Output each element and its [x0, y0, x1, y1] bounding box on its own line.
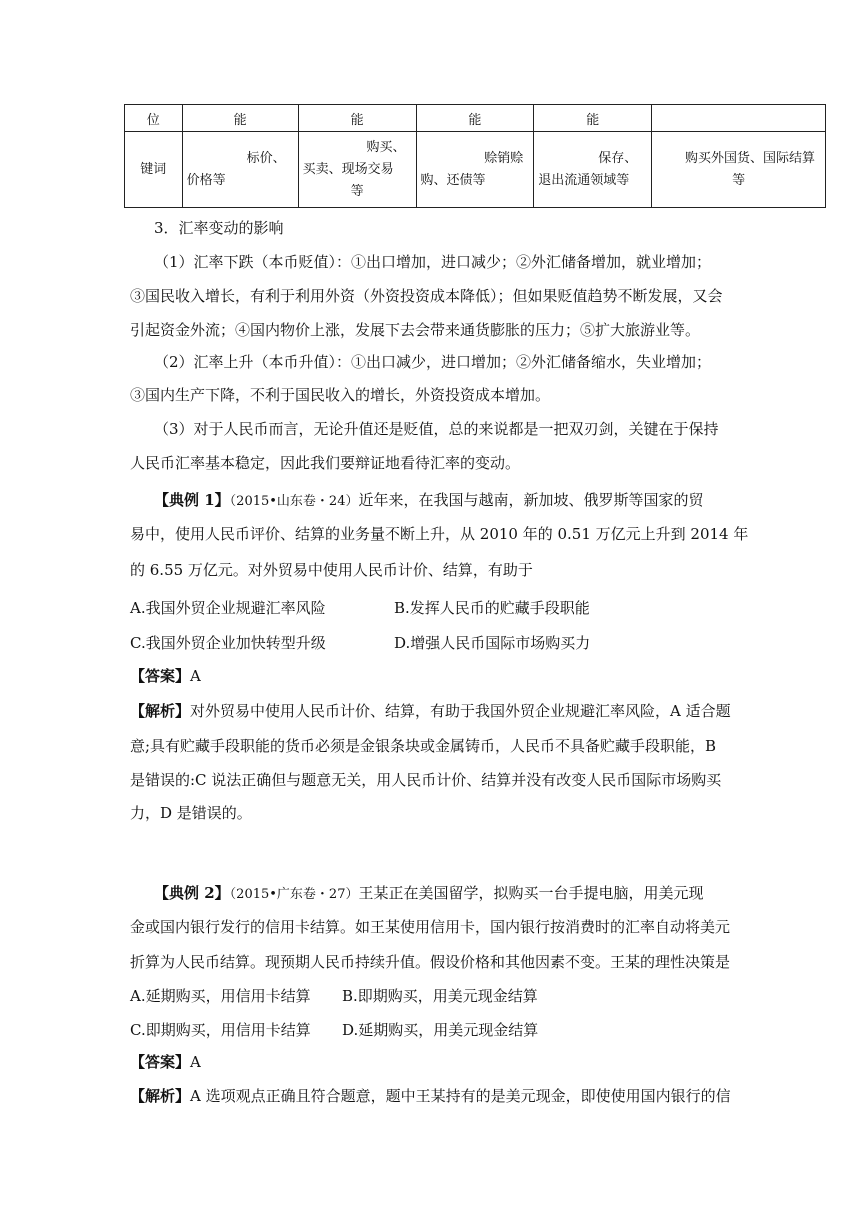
answer-label: 【答案】 — [130, 667, 191, 685]
answer-value: A — [190, 1053, 201, 1071]
cell-line: 购买外国货、国际结算 — [684, 150, 815, 166]
table-cell: 能 — [534, 105, 652, 132]
table-cell: 能 — [416, 105, 534, 132]
option-b: B.发挥人民币的贮藏手段职能 — [394, 599, 590, 617]
table-cell — [182, 132, 298, 208]
section-heading: 3．汇率变动的影响 — [154, 219, 284, 237]
table-cell — [652, 105, 826, 132]
paragraph-line: （3）对于人民币而言，无论升值还是贬值，总的来说都是一把双刃剑，关键在于保持 — [154, 420, 719, 438]
question-line: 折算为人民币结算。现预期人民币持续升值。假设价格和其他因素不变。王某的理性决策是 — [130, 953, 731, 971]
analysis-text: A 选项观点正确且符合题意，题中王某持有的是美元现金，即使使用国内银行的信 — [190, 1087, 731, 1105]
question-line: 金或国内银行发行的信用卡结算。如王某使用信用卡，国内银行按消费时的汇率自动将美元 — [130, 918, 731, 936]
example-source: （2015•山东卷・24） — [229, 494, 359, 509]
table-row — [125, 132, 826, 208]
table-cell-keyword: 键词 — [125, 132, 183, 208]
table-cell: 能 — [182, 105, 298, 132]
answer-label: 【答案】 — [130, 1053, 191, 1071]
cell-line: 退出流通领域等 — [538, 172, 630, 188]
option-a: A.延期购买，用信用卡结算 — [130, 987, 311, 1005]
analysis-label: 【解析】 — [130, 702, 191, 720]
option-d: D.增强人民币国际市场购买力 — [394, 634, 591, 652]
paragraph-line: （2）汇率上升（本币升值）：①出口减少，进口增加；②外汇储备缩水，失业增加； — [154, 353, 712, 371]
question-line: 易中，使用人民币评价、结算的业务量不断上升，从 2010 年的 0.51 万亿元上升到 2014 年 — [130, 525, 749, 543]
table-cell — [298, 132, 416, 208]
cell-line: 购买、 — [366, 139, 406, 155]
question-line: 王某正在美国留学，拟购买一台手提电脑，用美元现 — [358, 884, 704, 902]
option-b: B.即期购买，用美元现金结算 — [342, 987, 538, 1005]
option-c: C.即期购买，用信用卡结算 — [130, 1021, 311, 1039]
analysis-text: 对外贸易中使用人民币计价、结算，有助于我国外贸企业规避汇率风险，A 适合题 — [190, 702, 731, 720]
example-source: （2015•广东卷・27） — [229, 887, 359, 902]
paragraph-line: ③国内生产下降，不利于国民收入的增长，外资投资成本增加。 — [130, 386, 551, 404]
table-cell — [652, 132, 826, 208]
analysis-line: 是错误的:C 说法正确但与题意无关，用人民币计价、结算并没有改变人民币国际市场购买 — [130, 771, 722, 789]
cell-line: 标价、 — [246, 150, 286, 166]
answer-line — [130, 1052, 730, 1072]
example-label: 【典例 1】 — [154, 491, 230, 509]
cell-line: 价格等 — [186, 172, 226, 188]
analysis-line: 意;具有贮藏手段职能的货币必须是金银条块或金属铸币，人民币不具备贮藏手段职能，B — [130, 737, 717, 755]
analysis-line: 力，D 是错误的。 — [130, 804, 252, 822]
option-d: D.延期购买，用美元现金结算 — [342, 1021, 539, 1039]
paragraph-line: 引起资金外流；④国内物价上涨，发展下去会带来通货膨胀的压力；⑤扩大旅游业等。 — [130, 321, 701, 339]
analysis-line — [130, 701, 730, 721]
option-a: A.我国外贸企业规避汇率风险 — [130, 599, 326, 617]
question-line: 的 6.55 万亿元。对外贸易中使用人民币计价、结算，有助于 — [130, 561, 533, 579]
analysis-label: 【解析】 — [130, 1087, 191, 1105]
paragraph-line: ③国民收入增长，有利于利用外资（外资投资成本降低）；但如果贬值趋势不断发展，又会 — [130, 287, 723, 305]
function-table — [124, 104, 826, 208]
analysis-line — [130, 1086, 730, 1106]
cell-line: 赊销赊 — [484, 150, 524, 166]
table-cell — [416, 132, 534, 208]
table-row — [125, 105, 826, 132]
cell-line: 等 — [732, 172, 746, 188]
table-cell: 位 — [125, 105, 183, 132]
example-label: 【典例 2】 — [154, 884, 230, 902]
example-1-intro — [154, 490, 754, 512]
cell-line: 购、还债等 — [420, 172, 486, 188]
cell-line: 买卖、现场交易 — [302, 161, 394, 177]
table-cell — [534, 132, 652, 208]
paragraph-line: （1）汇率下跌（本币贬值）：①出口增加，进口减少；②外汇储备增加，就业增加； — [154, 253, 712, 271]
cell-line: 保存、 — [598, 150, 638, 166]
answer-value: A — [190, 667, 201, 685]
cell-line: 等 — [350, 183, 364, 199]
question-line: 近年来，在我国与越南，新加坡、俄罗斯等国家的贸 — [358, 491, 704, 509]
option-c: C.我国外贸企业加快转型升级 — [130, 634, 326, 652]
paragraph-line: 人民币汇率基本稳定，因此我们要辩证地看待汇率的变动。 — [130, 454, 521, 472]
answer-line — [130, 666, 730, 686]
example-2-intro — [154, 883, 754, 905]
table-cell: 能 — [298, 105, 416, 132]
